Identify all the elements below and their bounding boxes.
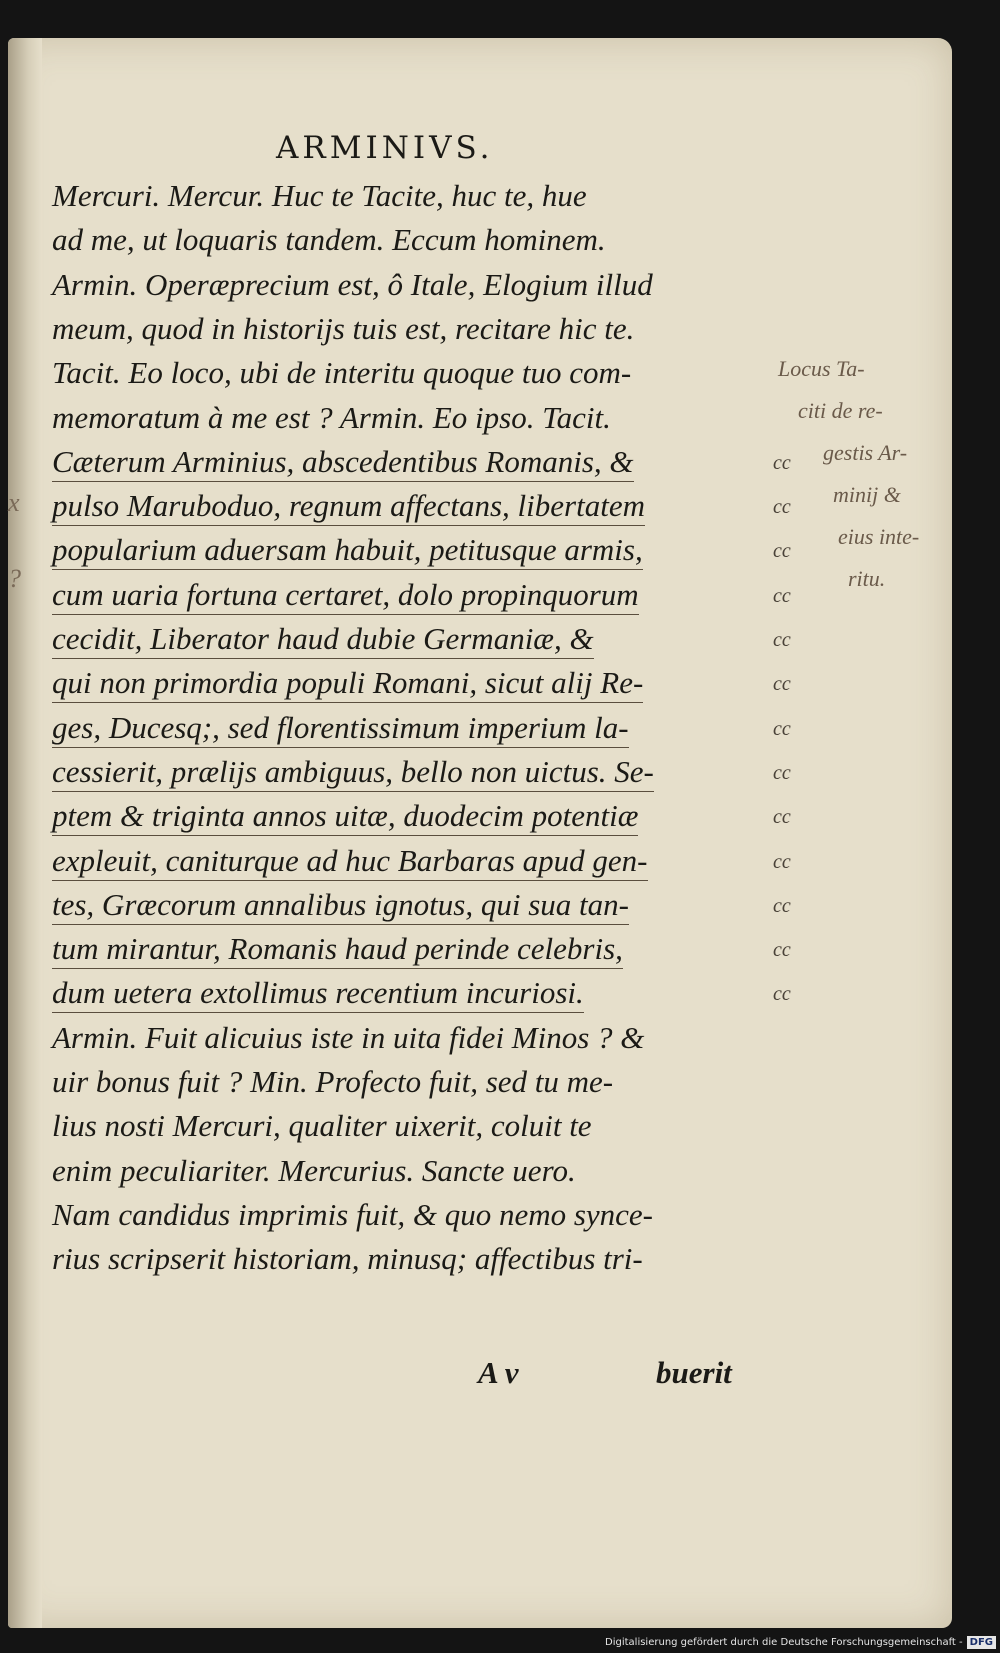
page-gutter xyxy=(8,38,42,1628)
text-line: qui non primordia populi Romani, sicut alij Re- xyxy=(52,665,643,703)
text-line: tum mirantur, Romanis haud perinde celebris, xyxy=(52,931,623,969)
margin-question-mark: ? xyxy=(8,564,21,593)
quote-mark: cc xyxy=(773,717,791,740)
text-line: ad me, ut loquaris tandem. Eccum hominem. xyxy=(52,222,606,258)
quote-mark: cc xyxy=(773,939,791,962)
margin-note-line: citi de re- xyxy=(798,398,883,423)
quote-mark: cc xyxy=(773,629,791,651)
text-line: uir bonus fuit ? Min. Profecto fuit, sed tu me- xyxy=(52,1064,614,1099)
book-page xyxy=(8,38,952,1628)
quote-mark: cc xyxy=(773,806,791,829)
margin-note-line: eius inte- xyxy=(838,524,920,549)
text-line: meum, quod in historijs tuis est, recitare hic te. xyxy=(52,310,635,346)
margin-note-line: ritu. xyxy=(848,566,886,591)
quote-mark: cc xyxy=(773,584,791,607)
text-line: ges, Ducesq;, sed florentissimum imperium la- xyxy=(52,710,629,748)
text-line: Armin. Fuit alicuius iste in uita fidei Minos ? & xyxy=(52,1019,645,1055)
quote-mark: cc xyxy=(773,496,791,519)
footer-text: Digitalisierung gefördert durch die Deutsche Forschungsgemeinschaft - xyxy=(605,1636,963,1648)
digitization-footer xyxy=(605,1631,1000,1653)
catchword: buerit xyxy=(656,1355,732,1390)
text-line: cum uaria fortuna certaret, dolo propinquorum xyxy=(52,577,639,615)
text-line: tes, Græcorum annalibus ignotus, qui sua tan- xyxy=(52,887,629,925)
text-line: cecidit, Liberator haud dubie Germaniæ, & xyxy=(52,621,594,659)
quote-mark: cc xyxy=(773,673,791,696)
running-head: ARMINIVS. xyxy=(276,130,494,166)
text-line: lius nosti Mercuri, qualiter uixerit, coluit te xyxy=(52,1108,592,1144)
margin-note-line: Locus Ta- xyxy=(778,356,865,381)
signature-mark: A v xyxy=(478,1355,519,1390)
text-line: expleuit, caniturque ad huc Barbaras apud gen- xyxy=(52,843,648,881)
dfg-logo: DFG xyxy=(967,1636,996,1649)
text-line: pulso Maruboduo, regnum affectans, libertatem xyxy=(52,488,645,526)
text-line: enim peculiariter. Mercurius. Sancte uero. xyxy=(52,1152,576,1188)
quote-mark: cc xyxy=(773,983,791,1006)
text-line: ptem & triginta annos uitæ, duodecim potentiæ xyxy=(52,798,638,836)
text-line: memoratum à me est ? Armin. Eo ipso. Tacit. xyxy=(52,399,611,435)
margin-note-line: minij & xyxy=(833,482,901,507)
text-line: Nam candidus imprimis fuit, & quo nemo synce- xyxy=(52,1196,654,1232)
margin-cross-mark: x xyxy=(8,488,20,517)
text-line: Tacit. Eo loco, ubi de interitu quoque tuo com- xyxy=(52,355,632,391)
text-line: Armin. Operæprecium est, ô Itale, Elogium illud xyxy=(52,266,653,302)
text-line: dum uetera extollimus recentium incuriosi. xyxy=(52,975,584,1013)
text-line: Cæterum Arminius, abscedentibus Romanis, & xyxy=(52,444,634,482)
quote-mark: cc xyxy=(773,850,791,873)
quote-mark: cc xyxy=(773,451,791,474)
quote-mark: cc xyxy=(773,894,791,917)
text-line: rius scripserit historiam, minusq; affectibus tri- xyxy=(52,1241,643,1277)
text-line: Mercuri. Mercur. Huc te Tacite, huc te, hue xyxy=(52,178,587,213)
margin-note-line: gestis Ar- xyxy=(823,440,908,465)
text-line: cessierit, prælijs ambiguus, bello non uictus. Se- xyxy=(52,754,654,792)
quote-mark: cc xyxy=(773,540,791,563)
quote-mark: cc xyxy=(773,761,791,784)
text-line: popularium aduersam habuit, petitusque armis, xyxy=(52,532,643,570)
